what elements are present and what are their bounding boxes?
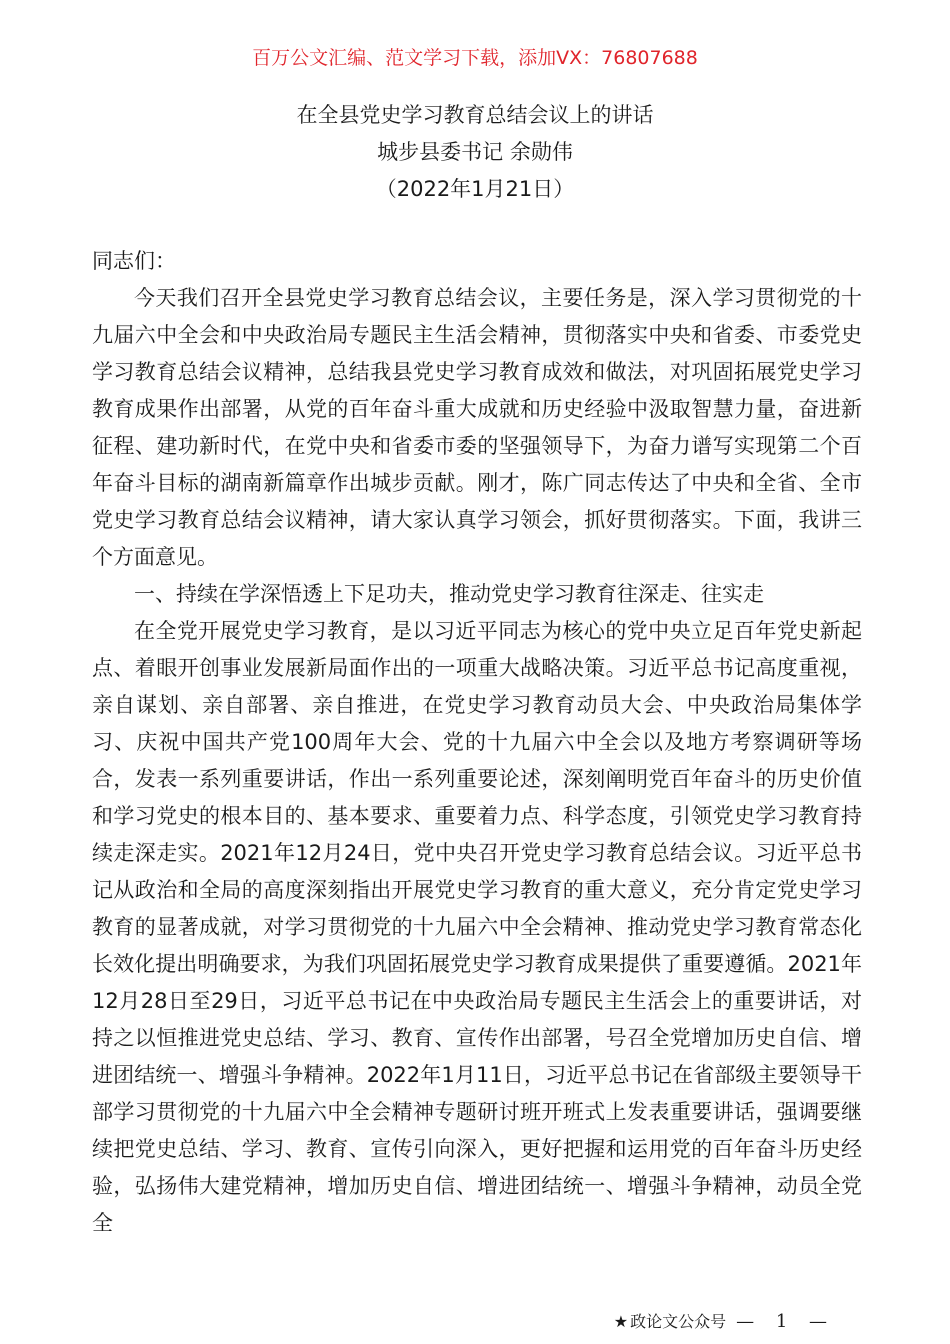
promo-banner-text: 百万公文汇编、范文学习下载，添加VX：76807688 xyxy=(252,47,698,69)
footer-source: 政论文公众号 xyxy=(630,1312,727,1331)
page-footer xyxy=(614,1310,835,1334)
paragraph: 在全党开展党史学习教育，是以习近平同志为核心的党中央立足百年党史新起点、着眼开创事业发展新局面作出的一项重大战略决策。习近平总书记高度重视，亲自谋划、亲自部署、亲自推进，在党史学习教育动员大会、中央政治局集体学习、庆祝中国共产党100周年大会、党的十九届六中全会以及地方考察调研等场合，发表一系列重要讲话，作出一系列重要论述，深刻阐明党百年奋斗的历史价值和学习党史的根本目的、基本要求、重要着力点、科学态度，引领党史学习教育持续走深走实。2021年12月24日，党中央召开党史学习教育总结会议。习近平总书记从政治和全局的高度深刻指出开展党史学习教育的重大意义，充分肯定党史学习教育的显著成就，对学习贯彻党的十九届六中全会精神、推动党史学习教育常态化长效化提出明确要求，为我们巩固拓展党史学习教育成果提供了重要遵循。2021年12月28日至29日，习近平总书记在中央政治局专题民主生活会上的重要讲话，对持之以恒推进党史总结、学习、教育、宣传作出部署，号召全党增加历史自信、增进团结统一、增强斗争精神。2022年1月11日，习近平总书记在省部级主要领导干部学习贯彻党的十九届六中全会精神专题研讨班开班式上发表重要讲话，强调要继续把党史总结、学习、教育、宣传引向深入，更好把握和运用党的百年奋斗历史经验，弘扬伟大建党精神，增加历史自信、增进团结统一、增强斗争精神，动员全党全 xyxy=(92,619,862,1235)
speech-date: （2022年1月21日） xyxy=(375,177,575,201)
document-body xyxy=(92,243,862,1242)
salutation: 同志们： xyxy=(92,249,176,273)
paragraph: 今天我们召开全县党史学习教育总结会议，主要任务是，深入学习贯彻党的十九届六中全会和中央政治局专题民主生活会精神，贯彻落实中央和省委、市委党史学习教育总结会议精神，总结我县党史学习教育成效和做法，对巩固拓展党史学习教育成果作出部署，从党的百年奋斗重大成就和历史经验中汲取智慧力量，奋进新征程、建功新时代，在党中央和省委市委的坚强领导下，为奋力谱写实现第二个百年奋斗目标的湖南新篇章作出城步贡献。刚才，陈广同志传达了中央和全省、全市党史学习教育总结会议精神，请大家认真学习领会，抓好贯彻落实。下面，我讲三个方面意见。 xyxy=(92,286,862,569)
promo-banner xyxy=(0,45,950,71)
section-heading: 一、持续在学深悟透上下足功夫，推动党史学习教育往深走、往实走 xyxy=(134,582,764,606)
document-header xyxy=(0,97,950,208)
document-title: 在全县党史学习教育总结会议上的讲话 xyxy=(296,103,654,127)
page-number: — 1 — xyxy=(736,1311,835,1332)
star-icon: ★ xyxy=(613,1312,629,1331)
speaker-line: 城步县委书记 余勋伟 xyxy=(377,140,573,164)
